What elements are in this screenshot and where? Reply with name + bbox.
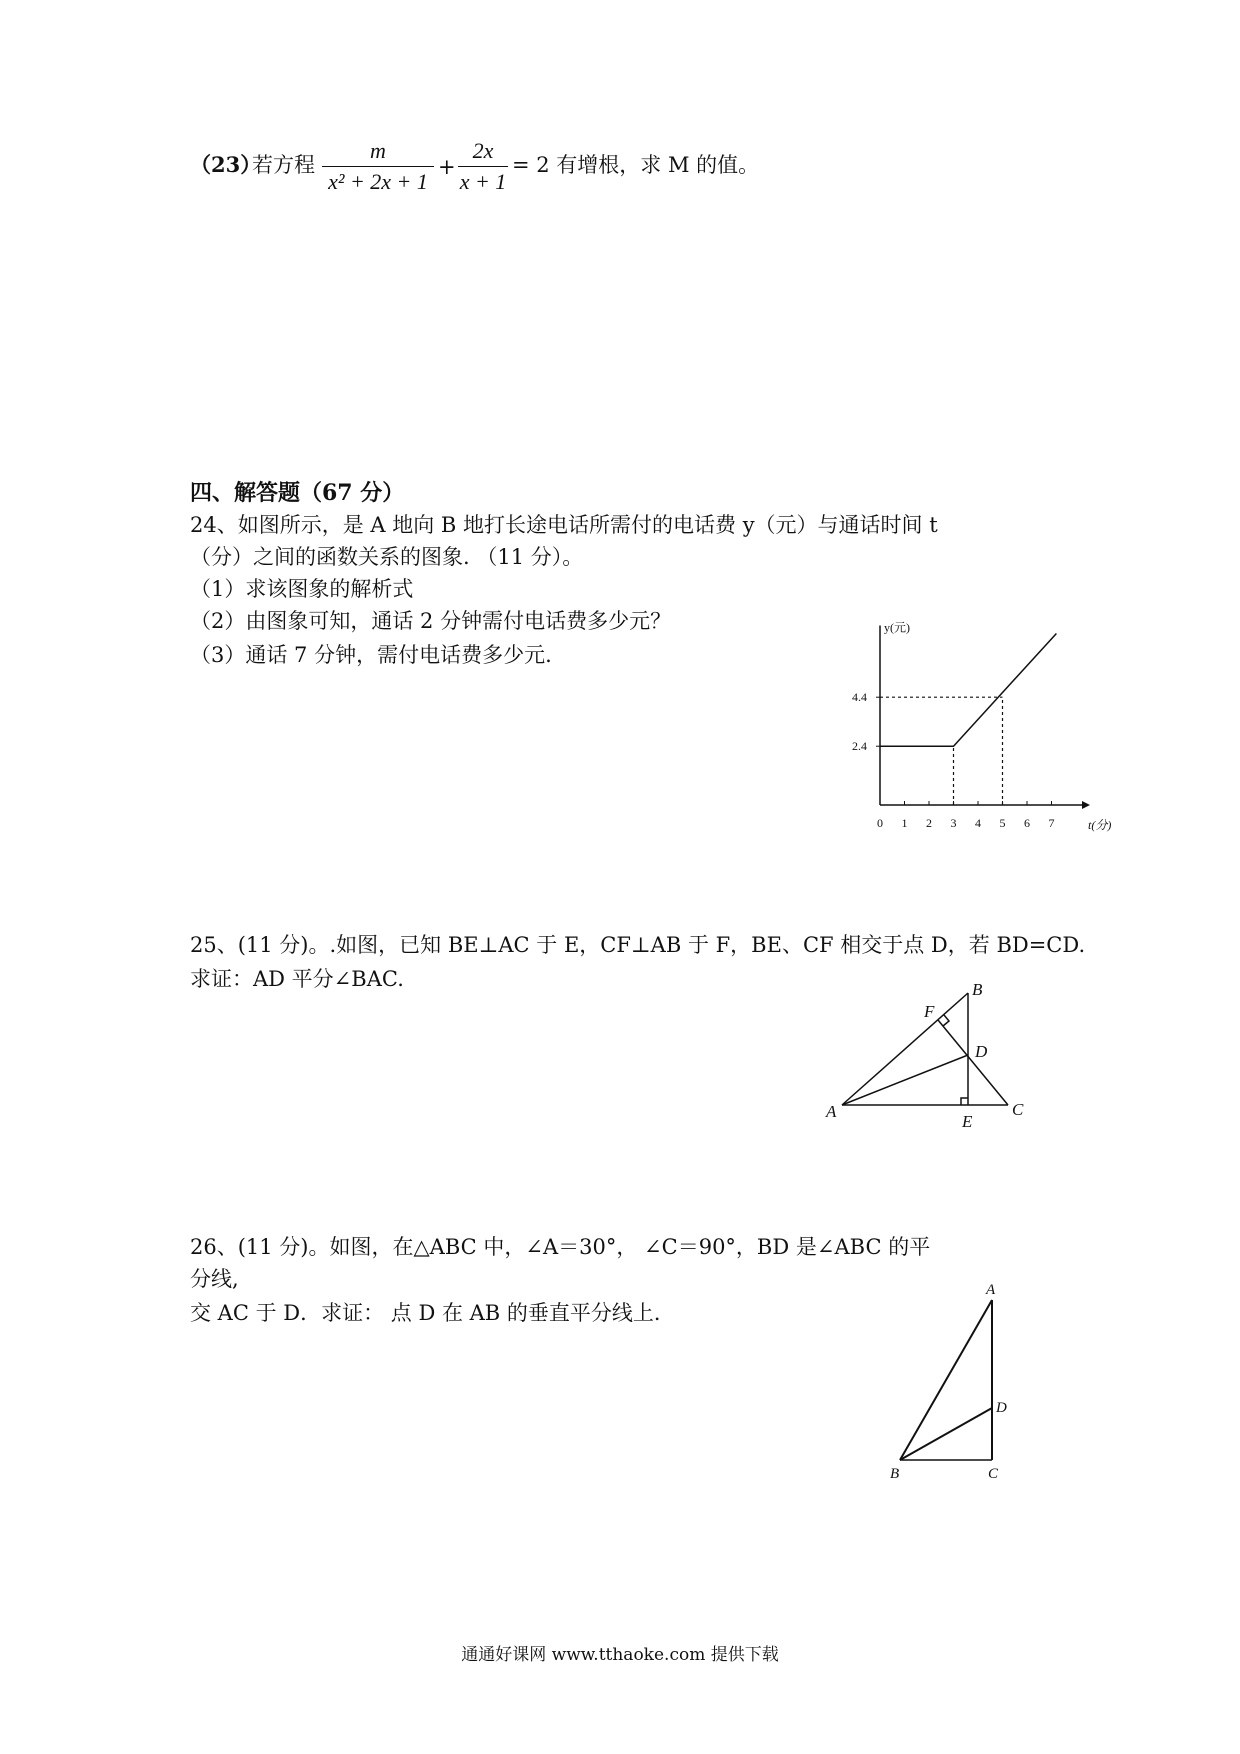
x-tick-label: 5 (999, 816, 1006, 830)
x-tick-label: 4 (975, 816, 981, 830)
fraction-2-numerator: 2x (472, 138, 494, 163)
q26-line1: 26、(11 分)。如图，在△ABC 中，∠A＝30°， ∠C＝90°，BD 是∠ABC 的平 (190, 1235, 931, 1259)
label-e: E (962, 1112, 973, 1131)
series-line (880, 634, 1056, 747)
q23-prefix: 若方程 (252, 153, 315, 177)
q23-plus: + (438, 155, 456, 179)
q26-triangle-figure (870, 1280, 1010, 1480)
x-tick-label: 6 (1024, 816, 1030, 830)
label-d: D (996, 1400, 1007, 1416)
q26-line3: 交 AC 于 D．求证： 点 D 在 AB 的垂直平分线上． (190, 1301, 675, 1325)
x-axis-arrow (1082, 801, 1090, 809)
fraction-2-denominator: x + 1 (459, 169, 507, 194)
q23-fraction-2 (458, 138, 508, 195)
q24-function-graph (830, 600, 1140, 840)
label-a: A (826, 1102, 837, 1121)
q23-suffix: = 2 有增根，求 M 的值。 (512, 153, 760, 177)
segment-ab (900, 1300, 992, 1460)
segment-ab (842, 993, 968, 1105)
q25-line2: 求证：AD 平分∠BAC. (190, 967, 404, 991)
right-angle-mark-f (943, 1015, 949, 1026)
y-axis-label: y(元) (884, 620, 910, 635)
q25-line1: 25、(11 分)。.如图，已知 BE⊥AC 于 E，CF⊥AB 于 F，BE、CF 相交于点 D，若 BD=CD. (190, 933, 1086, 957)
y-tick-label: 2.4 (852, 739, 867, 754)
x-tick-label: 0 (877, 816, 883, 830)
label-a: A (986, 1282, 996, 1298)
label-c: C (988, 1466, 999, 1480)
q25-triangle-figure (820, 975, 1040, 1135)
q23-label: （23） (190, 152, 262, 177)
q24-sub1: （1）求该图象的解析式 (190, 577, 414, 601)
label-f: F (924, 1002, 935, 1021)
x-tick-label: 3 (950, 816, 957, 830)
fraction-1-denominator: x² + 2x + 1 (328, 169, 428, 194)
label-b: B (972, 980, 983, 999)
x-axis-label: t(分) (1088, 818, 1112, 832)
q23-fraction-1 (322, 138, 434, 195)
x-tick-label: 7 (1048, 816, 1055, 830)
fraction-1-numerator: m (370, 138, 386, 163)
q24-line1: 24、如图所示，是 A 地向 B 地打长途电话所需付的电话费 y（元）与通话时间 t (190, 513, 938, 537)
q24-line2: （分）之间的函数关系的图象. （11 分）。 (190, 545, 584, 569)
q26-line2: 分线, (190, 1267, 239, 1291)
q24-sub3: （3）通话 7 分钟，需付电话费多少元. (190, 643, 552, 667)
footer-credit: 通通好课网 www.tthaoke.com 提供下载 (461, 1645, 779, 1665)
label-b: B (890, 1466, 900, 1480)
x-tick-label: 1 (901, 816, 908, 830)
segment-ad (842, 1055, 968, 1105)
y-tick-label: 4.4 (852, 690, 867, 705)
label-d: D (975, 1042, 988, 1061)
q24-sub2: （2）由图象可知，通话 2 分钟需付电话费多少元？ (190, 609, 672, 633)
label-c: C (1012, 1100, 1024, 1119)
section-title: 四、解答题（67 分） (190, 480, 405, 506)
x-tick-label: 2 (926, 816, 932, 830)
right-angle-mark-e (961, 1098, 968, 1105)
